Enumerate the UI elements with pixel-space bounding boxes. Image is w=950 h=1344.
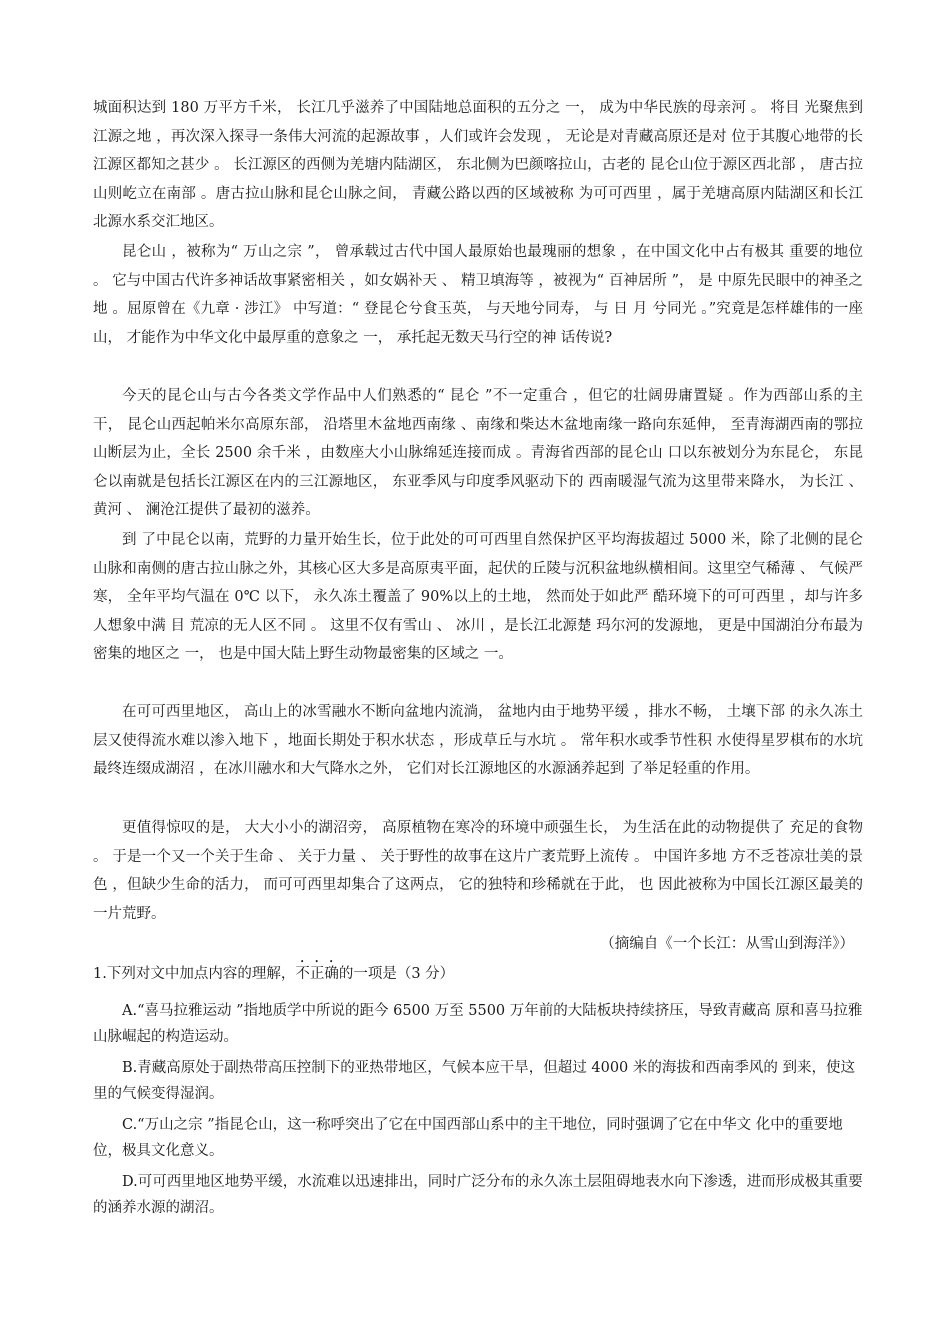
article-source: （摘编自《一个长江：从雪山到海洋》）	[600, 936, 854, 952]
article-paragraph-1: 城面积达到 180 万平方千米， 长江几乎滋养了中国陆地总面积的五分之 一， 成为中华民族的母亲河 。 将目 光聚焦到江源之地 ，再次深入探寻一条伟大河流的起源故事 ，人们或许会发现 ， 无论是对青藏高原还是对 位于其腹心地带的长江源区都知之甚少 。 长江源区的西侧为羌塘内陆湖区， 东北侧为巴颜喀拉山，古老的 昆仑山位于源区西北部 ， 唐古拉山则屹立在南部 。唐古拉山脉和昆仑山脉之间， 青藏公路以西的区域被称 为可可西里 ，属于羌塘高原内陆湖区和长江北源水系交汇地区。	[93, 100, 863, 231]
article-paragraph-5: 在可可西里地区， 高山上的冰雪融水不断向盆地内流淌， 盆地内由于地势平缓 ，排水不畅， 土壤下部 的永久冻土层又使得流水难以渗入地下 ，地面长期处于积水状态 ，形成草丘与水坑 。 常年积水或季节性积 水使得星罗棋布的水坑最终连缀成湖沼 ，在冰川融水和大气降水之外， 它们对长江源地区的水源涵养起到 了举足轻重的作用。	[93, 704, 863, 778]
option-a: A.“喜马拉雅运动 ”指地质学中所说的距今 6500 万至 5500 万年前的大陆板块持续挤压，导致青藏高 原和喜马拉雅山脉崛起的构造运动。	[93, 1003, 863, 1045]
option-b: B.青藏高原处于副热带高压控制下的亚热带地区，气候本应干旱，但超过 4000 米的海拔和西南季风的 到来，使这里的气候变得湿润。	[93, 1060, 855, 1102]
article-paragraph-4: 到 了中昆仑以南，荒野的力量开始生长，位于此处的可可西里自然保护区平均海拔超过 5000 米，除了北侧的昆仑山脉和南侧的唐古拉山脉之外，其核心区大多是高原夷平面，起伏的丘陵与沉积盆地纵横相间。这里空气稀薄 、 气候严寒， 全年平均气温在 0℃ 以下， 永久冻土覆盖了 90%以上的土地， 然而处于如此严 酷环境下的可可西里 ，却与许多人想象中满 目 荒凉的无人区不同 。 这里不仅有雪山 、 冰川 ，是长江北源楚 玛尔河的发源地， 更是中国湖泊分布最为密集的地区之 一， 也是中国大陆上野生动物最密集的区域之 一。	[93, 532, 863, 663]
question-prefix: 1.下列对文中加点内容的理解，	[93, 966, 296, 982]
question-emphasis: 不正确	[295, 966, 339, 982]
option-c: C.“万山之宗 ”指昆仑山，这一称呼突出了它在中国西部山系中的主干地位，同时强调了它在中华文 化中的重要地位，极具文化意义。	[93, 1117, 843, 1159]
article-paragraph-6: 更值得惊叹的是， 大大小小的湖沼旁， 高原植物在寒冷的环境中顽强生长， 为生活在此的动物提供了 充足的食物 。 于是一个又一个关于生命 、 关于力量 、 关于野性的故事在这片广袤荒野上流传 。 中国许多地 方不乏苍凉壮美的景色 ，但缺少生命的活力， 而可可西里却集合了这两点， 它的独特和珍稀就在于此， 也 因此被称为中国长江源区最美的一片荒野。	[93, 820, 863, 922]
article-paragraph-3: 今天的昆仑山与古今各类文学作品中人们熟悉的“ 昆仑 ”不一定重合 ，但它的壮阔毋庸置疑 。作为西部山系的主干， 昆仑山西起帕米尔高原东部， 沿塔里木盆地西南缘 、南缘和柴达木盆地南缘一路向东延伸， 至青海湖西南的鄂拉山断层为止，全长 2500 余千米 ，由数座大小山脉绵延连接而成 。青海省西部的昆仑山 口以东被划分为东昆仑， 东昆仑以南就是包括长江源区在内的三江源地区， 东亚季风与印度季风驱动下的 西南暖湿气流为这里带来降水， 为长江 、 黄河 、 澜沧江提供了最初的滋养。	[93, 388, 863, 519]
question-suffix: 的一项是（3 分）	[338, 966, 455, 982]
article-paragraph-2: 昆仑山 ，被称为“ 万山之宗 ”， 曾承载过古代中国人最原始也最瑰丽的想象 ，在中国文化中占有极其 重要的地位 。 它与中国古代许多神话故事紧密相关 ，如女娲补天 、 精卫填海等 ，被视为“ 百神居所 ”， 是 中原先民眼中的神圣之地 。屈原曾在《九章 · 涉江》 中写道：“ 登昆仑兮食玉英， 与天地兮同寿， 与 日 月 兮同光 。”究竟是怎样雄伟的一座山， 才能作为中华文化中最厚重的意象之 一， 承托起无数天马行空的神 话传说?	[93, 244, 863, 346]
question-stem	[93, 958, 863, 989]
option-d: D.可可西里地区地势平缓，水流难以迅速排出，同时广泛分布的永久冻土层阻碍地表水向下渗透，进而形成极其重要的涵养水源的湖沼。	[93, 1174, 863, 1216]
